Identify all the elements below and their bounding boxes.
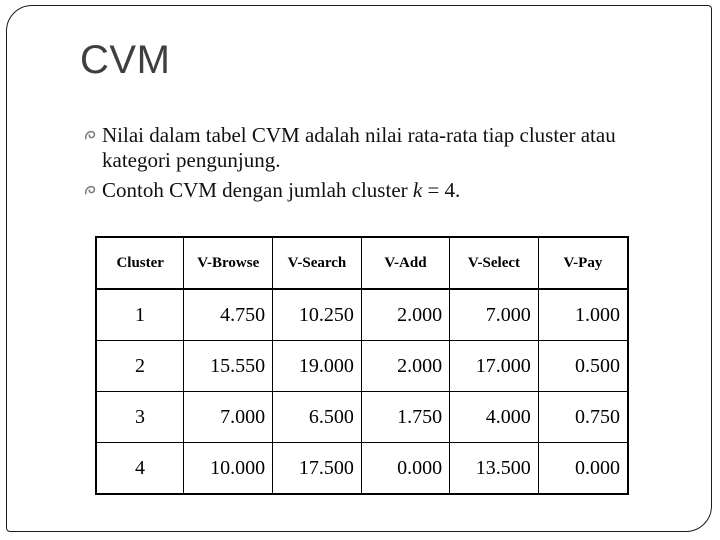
table-cell: 10.000	[184, 443, 273, 495]
header-v-add: V-Add	[361, 237, 449, 289]
table-row	[96, 392, 628, 443]
table-cell: 19.000	[273, 341, 362, 392]
header-v-select: V-Select	[450, 237, 539, 289]
table-cell: 0.750	[538, 392, 628, 443]
table-cell: 4	[96, 443, 184, 495]
table-cell: 13.500	[450, 443, 539, 495]
table-row	[96, 341, 628, 392]
table-cell: 2	[96, 341, 184, 392]
header-v-search: V-Search	[273, 237, 362, 289]
swirl-bullet-icon	[84, 184, 97, 197]
bullet-item	[84, 178, 684, 203]
bullet-text-suffix: = 4.	[422, 178, 461, 202]
table-cell: 1.000	[538, 289, 628, 341]
table-cell: 7.000	[450, 289, 539, 341]
bullet-text: Nilai dalam tabel CVM adalah nilai rata-rata tiap cluster atau kategori pengunjung.	[102, 123, 616, 172]
table-row	[96, 289, 628, 341]
header-v-browse: V-Browse	[184, 237, 273, 289]
cluster-count-variable: k	[412, 178, 423, 202]
table-cell: 7.000	[184, 392, 273, 443]
table-cell: 2.000	[361, 289, 449, 341]
table-cell: 3	[96, 392, 184, 443]
cvm-table	[95, 236, 629, 495]
bullet-item	[84, 123, 684, 173]
table-row	[96, 443, 628, 495]
bullet-list	[84, 123, 684, 208]
table-cell: 15.550	[184, 341, 273, 392]
table-cell: 4.750	[184, 289, 273, 341]
table-cell: 0.500	[538, 341, 628, 392]
table-cell: 0.000	[538, 443, 628, 495]
table-cell: 4.000	[450, 392, 539, 443]
header-cluster: Cluster	[96, 237, 184, 289]
swirl-bullet-icon	[84, 129, 97, 142]
bullet-text-prefix: Contoh CVM dengan jumlah cluster	[102, 178, 413, 202]
table-header-row	[96, 237, 628, 289]
table-cell: 0.000	[361, 443, 449, 495]
slide-title: CVM	[80, 38, 171, 82]
table-cell: 17.500	[273, 443, 362, 495]
table-cell: 1.750	[361, 392, 449, 443]
header-v-pay: V-Pay	[538, 237, 628, 289]
table-cell: 2.000	[361, 341, 449, 392]
table-cell: 10.250	[273, 289, 362, 341]
table-cell: 17.000	[450, 341, 539, 392]
table-cell: 6.500	[273, 392, 362, 443]
table-cell: 1	[96, 289, 184, 341]
